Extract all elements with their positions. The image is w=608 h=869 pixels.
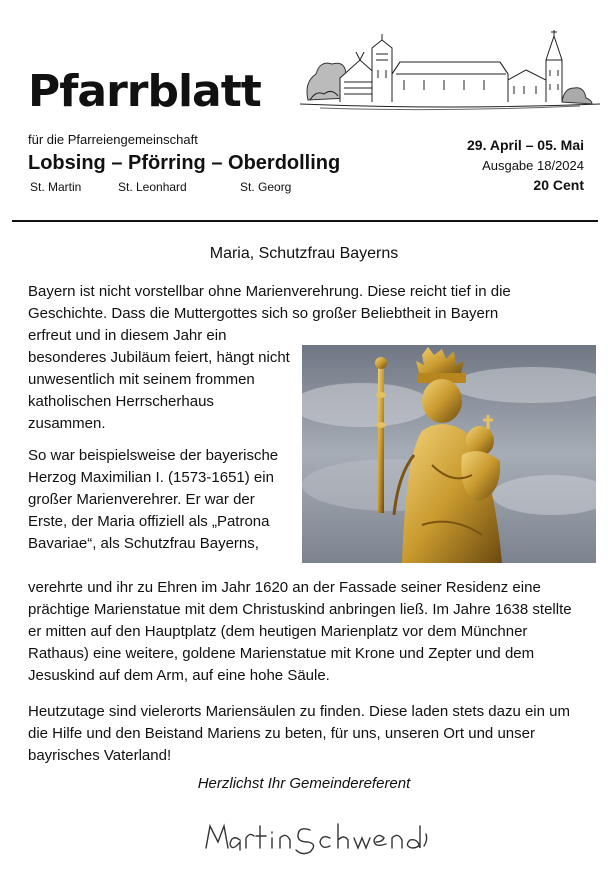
handwritten-signature	[200, 812, 430, 862]
saint-georg-label: St. Georg	[240, 180, 292, 194]
article-headline: Maria, Schutzfrau Bayerns	[209, 245, 399, 262]
parish-names: Lobsing – Pförring – Oberdolling	[28, 152, 341, 174]
article-paragraph-3: Heutzutage sind vielerorts Mariensäulen zu finden. Diese laden stets dazu ein um die Hilfe und den Beistand Mariens zu beten, für uns, unseren Ort und unser bayrisches Vaterland!	[28, 703, 570, 764]
saint-leonhard-label: St. Leonhard	[118, 180, 187, 194]
masthead-subtitle: für die Pfarreiengemeinschaft	[28, 132, 198, 147]
article-sign-off: Herzlichst Ihr Gemeindereferent	[197, 775, 411, 792]
masthead-title: Pfarrblatt	[28, 66, 261, 117]
church-sketch-icon	[300, 30, 600, 112]
issue-edition: Ausgabe 18/2024	[482, 158, 584, 173]
article-paragraph-1-top: Bayern ist nicht vorstellbar ohne Marienverehrung. Diese reicht tief in die Geschichte. Dass die Muttergottes sich so großer Beliebtheit in Bayern	[28, 283, 511, 322]
article-paragraph-2-wrap: So war beispielsweise der bayerische Herzog Maximilian I. (1573-1651) ein großer Marienverehrer. Er war der Erste, der Maria offiziell als „Patrona Bavariae“, als Schutzfrau Bayerns,	[28, 447, 279, 552]
madonna-statue-photo	[302, 345, 596, 563]
issue-price: 20 Cent	[533, 177, 584, 193]
article-paragraph-1-wrap: erfreut und in diesem Jahr ein besonderes Jubiläum feiert, hängt nicht unwesentlich mit seinem frommen katholischen Herrscherhaus zusammen.	[28, 327, 290, 432]
header-divider	[12, 220, 598, 222]
saint-martin-label: St. Martin	[30, 180, 82, 194]
issue-date-range: 29. April – 05. Mai	[467, 137, 584, 153]
article-paragraph-2-full: verehrte und ihr zu Ehren im Jahr 1620 an der Fassade seiner Residenz eine prächtige Marienstatue mit dem Christuskind anbringen ließ. Im Jahre 1638 stellte er mitten auf den Hauptplatz (dem heutigen Marienplatz vor dem Münchner Rathaus) eine weitere, goldene Marienstatue mit Krone und Zepter und dem Jesuskind auf dem Arm, auf eine hohe Säule.	[28, 579, 572, 684]
